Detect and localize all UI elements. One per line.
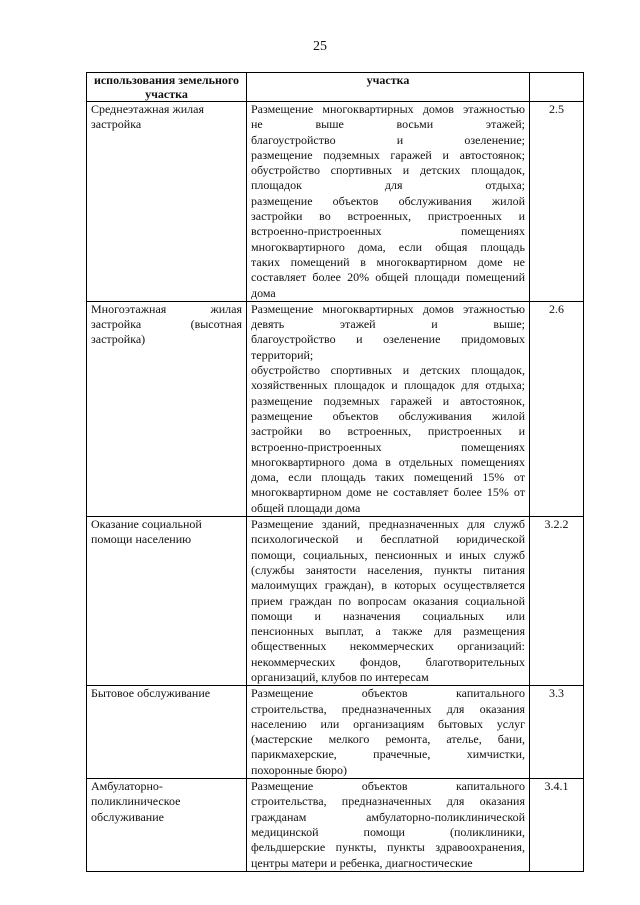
description-line: Размещение многоквартирных домов этажностью <box>251 102 525 116</box>
header-land-use: использования земельного участка <box>87 73 247 102</box>
description-line: прием граждан по вопросам оказания социальной <box>251 593 525 608</box>
row-description <box>247 686 530 779</box>
description-line: благоустройство и озеленение; <box>251 132 525 147</box>
description-line: помощи и назначения социальных или <box>251 608 525 623</box>
table-row <box>87 102 584 302</box>
description-line: организаций, клубов по интересам <box>251 669 429 684</box>
description-line: похоронные бюро) <box>251 762 347 777</box>
description-line: пенсионных выплат, а также для размещения <box>251 624 525 639</box>
table-row <box>87 517 584 686</box>
description-line: общественных некоммерческих организаций: <box>251 639 525 654</box>
description-line: фельдшерские пункты, пункты здравоохранения, <box>251 840 525 855</box>
description-line: обустройство спортивных и детских площадок, <box>251 363 525 378</box>
row-name: Бытовое обслуживание <box>87 686 247 779</box>
description-line: парикмахерские, прачечные, химчистки, <box>251 747 525 762</box>
description-line: встроенно-пристроенных помещениях <box>251 439 525 454</box>
description-line: медицинской помощи (поликлиники, <box>251 824 525 839</box>
row-code: 3.4.1 <box>530 779 584 872</box>
description-line: размещение объектов обслуживания жилой <box>251 408 525 423</box>
description-line: не выше восьми этажей; <box>251 117 525 132</box>
description-line: многоквартирном доме не составляет более 15% от <box>251 485 525 500</box>
description-line: общей площади дома <box>251 500 361 515</box>
description-line: застройки во встроенных, пристроенных и <box>251 424 525 439</box>
row-code: 3.2.2 <box>530 517 584 686</box>
row-code: 2.5 <box>530 102 584 302</box>
description-line: населению или организациям бытовых услуг <box>251 716 525 731</box>
description-line: строительства, предназначенных для оказания <box>251 794 525 809</box>
row-name: Среднеэтажная жилая застройка <box>87 102 247 302</box>
description-line: гражданам амбулаторно-поликлинической <box>251 809 525 824</box>
description-line: размещение подземных гаражей и автостоянок; <box>251 147 525 162</box>
table-body <box>87 102 584 872</box>
description-line: благоустройство и озеленение придомовых <box>251 332 525 347</box>
description-line: встроенно-пристроенных помещениях <box>251 224 525 239</box>
description-line: размещение объектов обслуживания жилой <box>251 193 525 208</box>
description-line: Размещение многоквартирных домов этажностью <box>251 301 525 316</box>
description-line: застройки во встроенных, пристроенных и <box>251 209 525 224</box>
description-line: малоимущих граждан), в которых осуществляется <box>251 578 525 593</box>
description-line: некоммерческих фондов, благотворительных <box>251 654 525 669</box>
description-line: (службы занятости населения, пункты питания <box>251 562 525 577</box>
description-line: размещение подземных гаражей и автостоянок, <box>251 393 525 408</box>
description-line: площадок для отдыха; <box>251 178 525 193</box>
row-description <box>247 779 530 872</box>
header-code <box>530 73 584 102</box>
land-use-table <box>86 72 584 872</box>
table-row <box>87 301 584 516</box>
description-line: Размещение объектов капитального <box>251 686 525 701</box>
description-line: Размещение объектов капитального <box>251 779 525 794</box>
description-line: (мастерские мелкого ремонта, ателье, бани, <box>251 732 525 747</box>
page-number: 25 <box>313 39 327 54</box>
description-line: обустройство спортивных и детских площадок, <box>251 163 525 178</box>
description-line: многоквартирного дома, если общая площадь <box>251 239 525 254</box>
row-description <box>247 102 530 302</box>
row-code: 3.3 <box>530 686 584 779</box>
table-row <box>87 779 584 872</box>
row-description <box>247 517 530 686</box>
description-line: таких помещений в многоквартирном доме не <box>251 254 525 269</box>
description-line: Размещение зданий, предназначенных для служб <box>251 517 525 532</box>
description-line: дома <box>251 285 276 300</box>
table-row <box>87 686 584 779</box>
description-line: многоквартирного дома в отдельных помещениях <box>251 454 525 469</box>
description-line: хозяйственных площадок и площадок для отдыха; <box>251 378 525 393</box>
description-line: помощи, социальных, пенсионных и иных служб <box>251 547 525 562</box>
description-line: центры матери и ребенка, диагностические <box>251 855 473 870</box>
description-line: девять этажей и выше; <box>251 317 525 332</box>
description-line: строительства, предназначенных для оказания <box>251 701 525 716</box>
header-plot: участка <box>247 73 530 102</box>
description-line: территорий; <box>251 347 314 362</box>
row-description <box>247 301 530 516</box>
row-name: Многоэтажная жилая застройка (высотная застройка) <box>87 301 247 516</box>
description-line: психологической и бесплатной юридической <box>251 532 525 547</box>
description-line: дома, если площадь таких помещений 15% от <box>251 470 525 485</box>
description-line: составляет более 20% общей площади помещений <box>251 270 525 285</box>
row-name: Оказание социальной помощи населению <box>87 517 247 686</box>
table-header-row <box>87 73 584 102</box>
row-code: 2.6 <box>530 301 584 516</box>
row-name: Амбулаторно-поликлиническое обслуживание <box>87 779 247 872</box>
